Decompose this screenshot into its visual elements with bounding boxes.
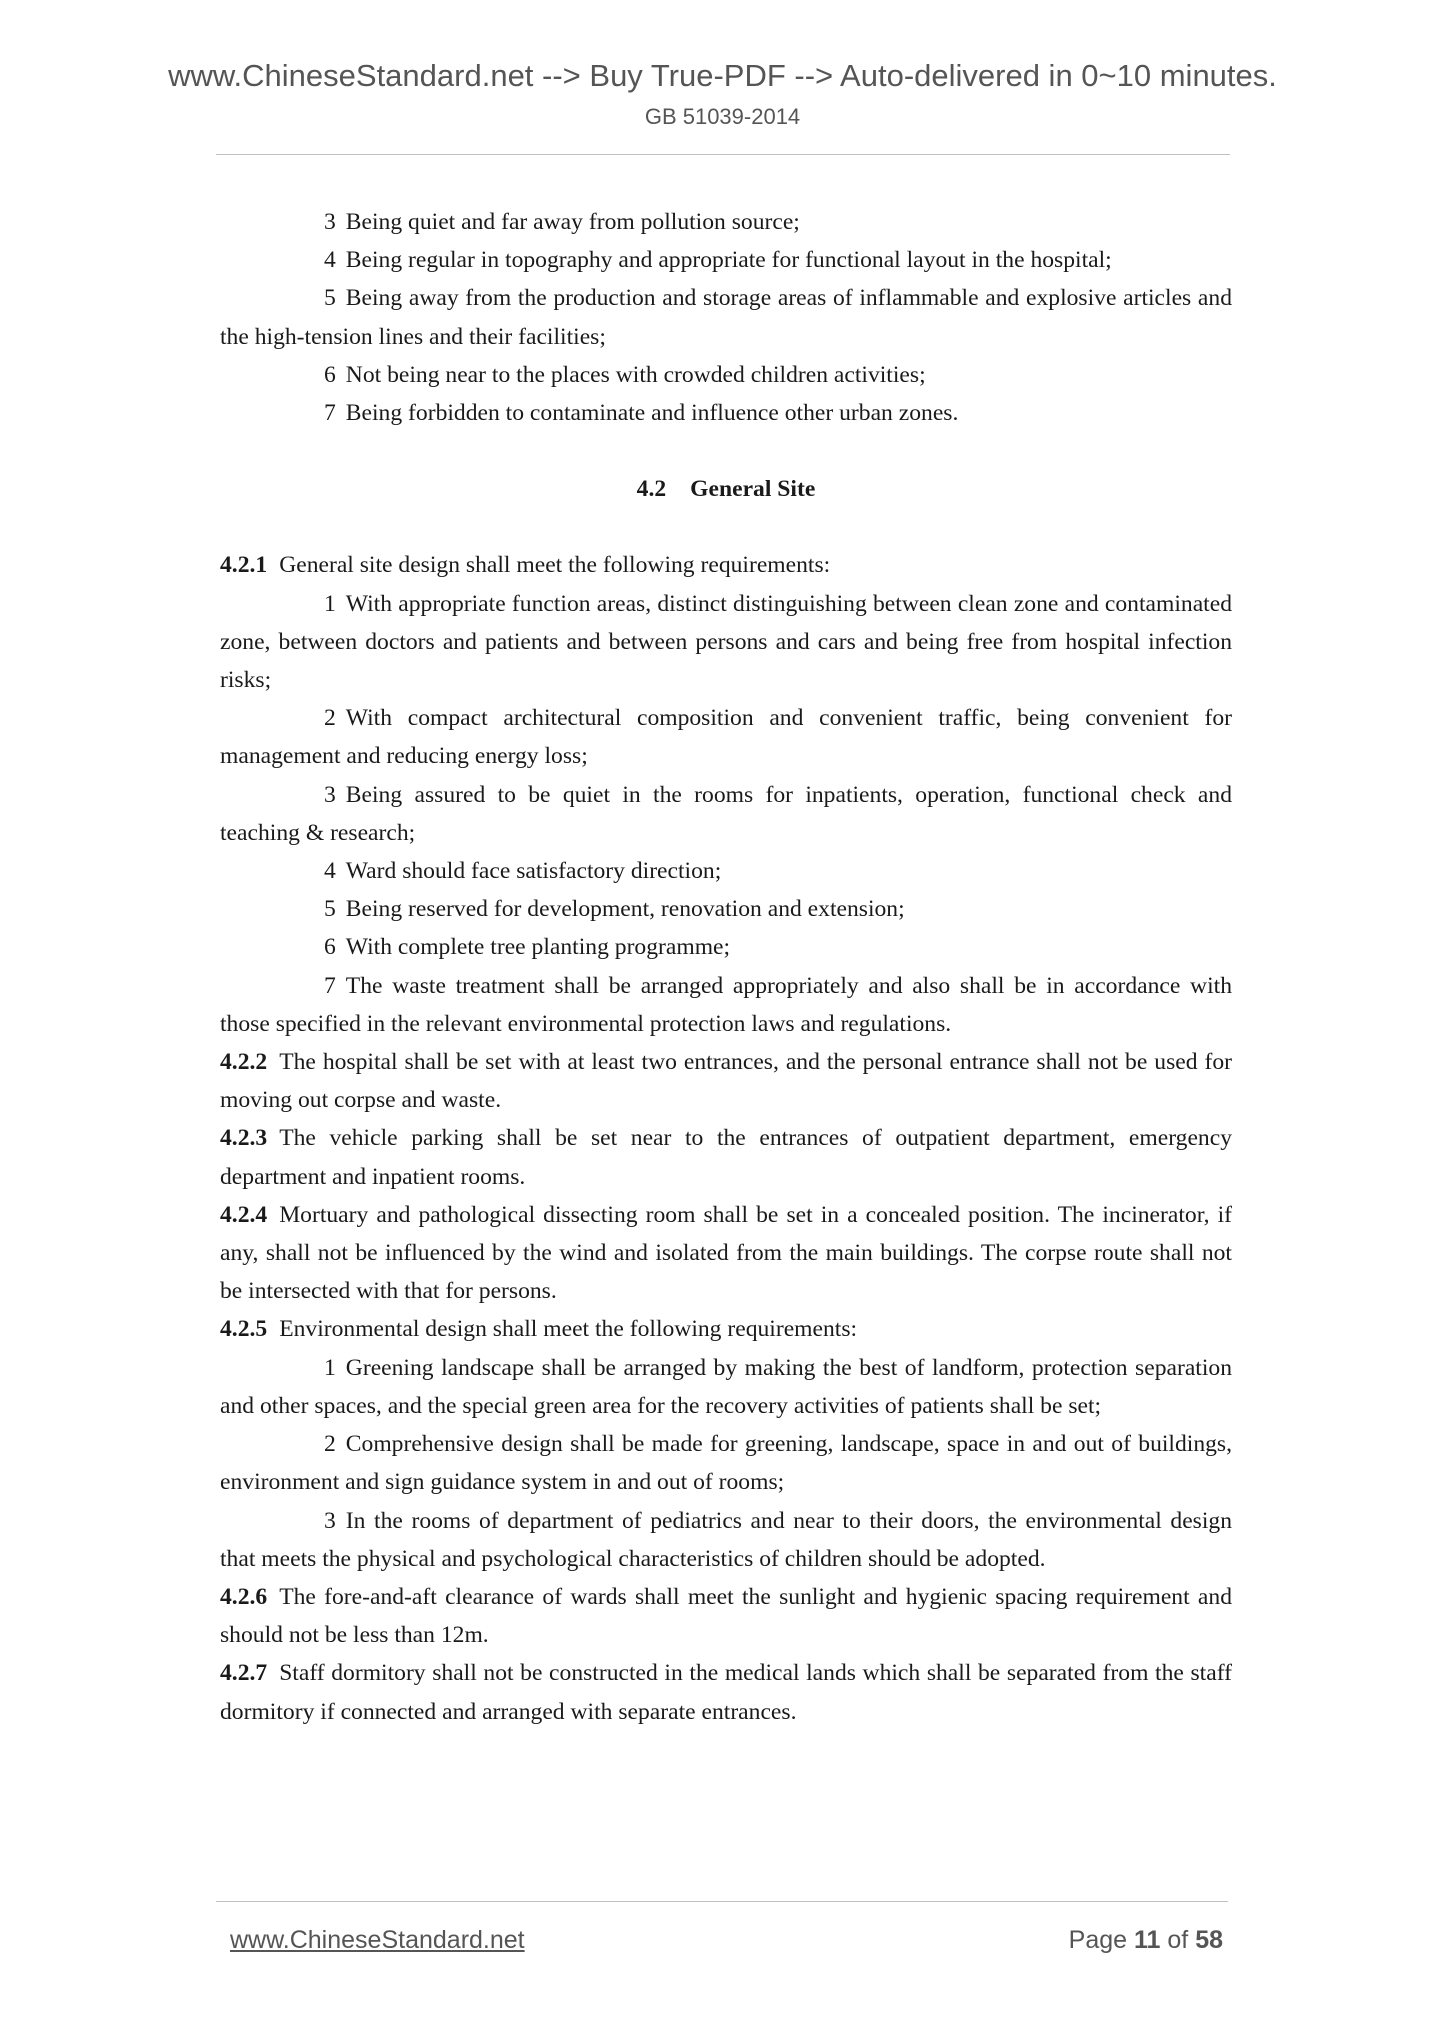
list-item-number: 7 <box>324 972 336 999</box>
page-body <box>220 203 1232 1731</box>
clause-number: 4.2.6 <box>220 1583 268 1610</box>
clause-number: 4.2.3 <box>220 1125 268 1152</box>
clause-number: 4.2.4 <box>220 1201 268 1228</box>
list-item-text: Comprehensive design shall be made for greening, landscape, space in and out of buildings, environment and sign guidance system in and out of rooms; <box>220 1431 1232 1496</box>
total-pages: 58 <box>1195 1926 1223 1954</box>
list-item-number: 5 <box>324 285 336 312</box>
list-item <box>220 585 1232 700</box>
clause-4-2-6 <box>220 1578 1232 1654</box>
clause-number: 4.2.5 <box>220 1316 268 1343</box>
list-item-text: In the rooms of department of pediatrics and near to their doors, the environmental design that meets the physical and psychological characteristics of children should be adopted. <box>220 1507 1232 1572</box>
clause-4-2-2 <box>220 1043 1232 1119</box>
list-item-text: With compact architectural composition and convenient traffic, being convenient for management and reducing energy loss; <box>220 705 1232 770</box>
list-item <box>220 203 1232 241</box>
list-item-number: 5 <box>324 896 336 923</box>
clause-4-2-4 <box>220 1196 1232 1311</box>
list-item-text: With complete tree planting programme; <box>345 934 731 961</box>
list-item-number: 1 <box>324 590 336 617</box>
list-item-text: Being forbidden to contaminate and influence other urban zones. <box>345 400 959 427</box>
clause-number: 4.2.2 <box>220 1049 268 1076</box>
list-item <box>220 356 1232 394</box>
section-heading <box>220 470 1232 508</box>
clause-4-2-7 <box>220 1654 1232 1730</box>
list-item <box>220 928 1232 966</box>
list-item <box>220 394 1232 432</box>
list-item-number: 1 <box>324 1354 336 1381</box>
clause-4-2-3 <box>220 1119 1232 1195</box>
list-item <box>220 241 1232 279</box>
clause-text: General site design shall meet the following requirements: <box>279 552 831 579</box>
section-number: 4.2 <box>636 476 667 503</box>
header-banner: www.ChineseStandard.net --> Buy True-PDF --> Auto-delivered in 0~10 minutes. <box>168 58 1277 93</box>
list-item-text: Being assured to be quiet in the rooms for inpatients, operation, functional check and teaching & research; <box>220 781 1232 846</box>
list-item-text: Being away from the production and storage areas of inflammable and explosive articles and the high-tension lines and their facilities; <box>220 285 1232 350</box>
header-divider <box>216 154 1230 155</box>
list-item-text: Ward should face satisfactory direction; <box>345 858 722 885</box>
clause-text: The fore-and-aft clearance of wards shall meet the sunlight and hygienic spacing requirement and should not be less than 12m. <box>220 1583 1232 1649</box>
page-indicator <box>1069 1926 1223 1955</box>
list-item-number: 2 <box>324 705 336 732</box>
list-item <box>220 890 1232 928</box>
list-item-text: The waste treatment shall be arranged appropriately and also shall be in accordance with those specified in the relevant environmental protection laws and regulations. <box>220 972 1232 1037</box>
footer-divider <box>216 1901 1228 1902</box>
list-item-number: 6 <box>324 934 336 961</box>
list-item-text: Greening landscape shall be arranged by making the best of landform, protection separation and other spaces, and the special green area for the recovery activities of patients shall be set; <box>220 1354 1232 1419</box>
section-title: General Site <box>690 476 816 503</box>
list-item <box>220 699 1232 775</box>
list-item-number: 4 <box>324 858 336 885</box>
list-item <box>220 279 1232 355</box>
list-item-number: 3 <box>324 781 336 808</box>
clause-4-2-1 <box>220 546 1232 584</box>
page-of-label: of <box>1167 1926 1189 1954</box>
list-item <box>220 1425 1232 1501</box>
clause-text: The hospital shall be set with at least two entrances, and the personal entrance shall not be used for moving out corpse and waste. <box>220 1049 1232 1114</box>
list-item <box>220 776 1232 852</box>
clause-text: Staff dormitory shall not be constructed in the medical lands which shall be separated from the staff dormitory if connected and arranged with separate entrances. <box>220 1660 1232 1725</box>
list-item-text: Being reserved for development, renovation and extension; <box>345 896 905 923</box>
page-label: Page <box>1068 1926 1128 1954</box>
clause-number: 4.2.1 <box>220 552 268 579</box>
list-item <box>220 1502 1232 1578</box>
list-item <box>220 1349 1232 1425</box>
list-item-number: 3 <box>324 1507 336 1534</box>
standard-code: GB 51039-2014 <box>644 104 801 129</box>
clause-text: The vehicle parking shall be set near to the entrances of outpatient department, emergency department and inpatient rooms. <box>220 1125 1232 1190</box>
current-page: 11 <box>1133 1926 1161 1954</box>
list-item-number: 4 <box>324 247 336 274</box>
list-item-number: 7 <box>324 400 336 427</box>
clause-text: Environmental design shall meet the following requirements: <box>279 1316 858 1343</box>
list-item-number: 3 <box>324 209 336 235</box>
list-item-text: Not being near to the places with crowded children activities; <box>345 361 926 388</box>
list-item-number: 6 <box>324 361 336 388</box>
list-item-text: With appropriate function areas, distinct distinguishing between clean zone and contaminated zone, between doctors and patients and between persons and cars and being free from hospital infection risks; <box>220 590 1232 694</box>
list-item <box>220 852 1232 890</box>
footer-site-link[interactable]: www.ChineseStandard.net <box>230 1926 525 1954</box>
clause-text: Mortuary and pathological dissecting room shall be set in a concealed position. The incinerator, if any, shall not be influenced by the wind and isolated from the main buildings. The corpse route shall not be intersected with that for persons. <box>220 1201 1232 1305</box>
clause-number: 4.2.7 <box>220 1660 268 1687</box>
list-item-text: Being regular in topography and appropriate for functional layout in the hospital; <box>345 247 1112 274</box>
list-item-number: 2 <box>324 1431 336 1458</box>
list-item <box>220 967 1232 1043</box>
list-item-text: Being quiet and far away from pollution source; <box>345 209 800 235</box>
clause-4-2-5 <box>220 1310 1232 1348</box>
